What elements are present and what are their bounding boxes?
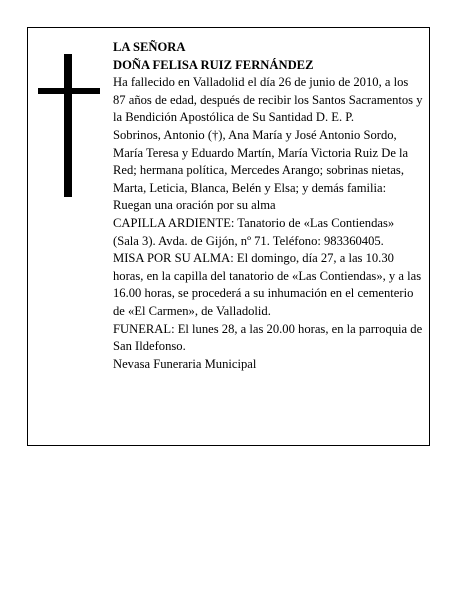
chapel-info: CAPILLA ARDIENTE: Tanatorio de «Las Contiendas» (Sala 3). Avda. de Gijón, nº 71. Teléfono: 983360405.: [113, 215, 395, 248]
cross-horizontal-bar: [38, 88, 100, 94]
cross-vertical-bar: [64, 54, 72, 197]
mass-info: MISA POR SU ALMA: El domingo, día 27, a las 10.30 horas, en la capilla del tanatorio de «Las Contiendas», y a las 16.00 horas, se procederá a su inhumación en el cementerio de «El Carmen», de Valladolid.: [113, 251, 422, 318]
latin-cross-icon: [38, 54, 100, 197]
funeral-home: Nevasa Funeraria Municipal: [113, 356, 257, 371]
notice-title: LA SEÑORA: [113, 40, 186, 54]
death-statement: Ha fallecido en Valladolid el día 26 de junio de 2010, a los 87 años de edad, después de recibir los Santos Sacramentos y la Bendición Apostólica de Su Santidad D. E. P.: [113, 75, 423, 125]
deceased-name: DOÑA FELISA RUIZ FERNÁNDEZ: [113, 57, 314, 72]
funeral-info: FUNERAL: El lunes 28, a las 20.00 horas, en la parroquia de San Ildefonso.: [113, 321, 423, 354]
prayer-request: Ruegan una oración por su alma: [113, 198, 276, 213]
obituary-text: [113, 39, 423, 373]
family-list: Sobrinos, Antonio (†), Ana María y José Antonio Sordo, María Teresa y Eduardo Martín, María Victoria Ruiz De la Red; hermana política, Mercedes Arango; sobrinas nietas, Marta, Leticia, Blanca, Belén y Elsa; y demás familia:: [113, 127, 409, 195]
